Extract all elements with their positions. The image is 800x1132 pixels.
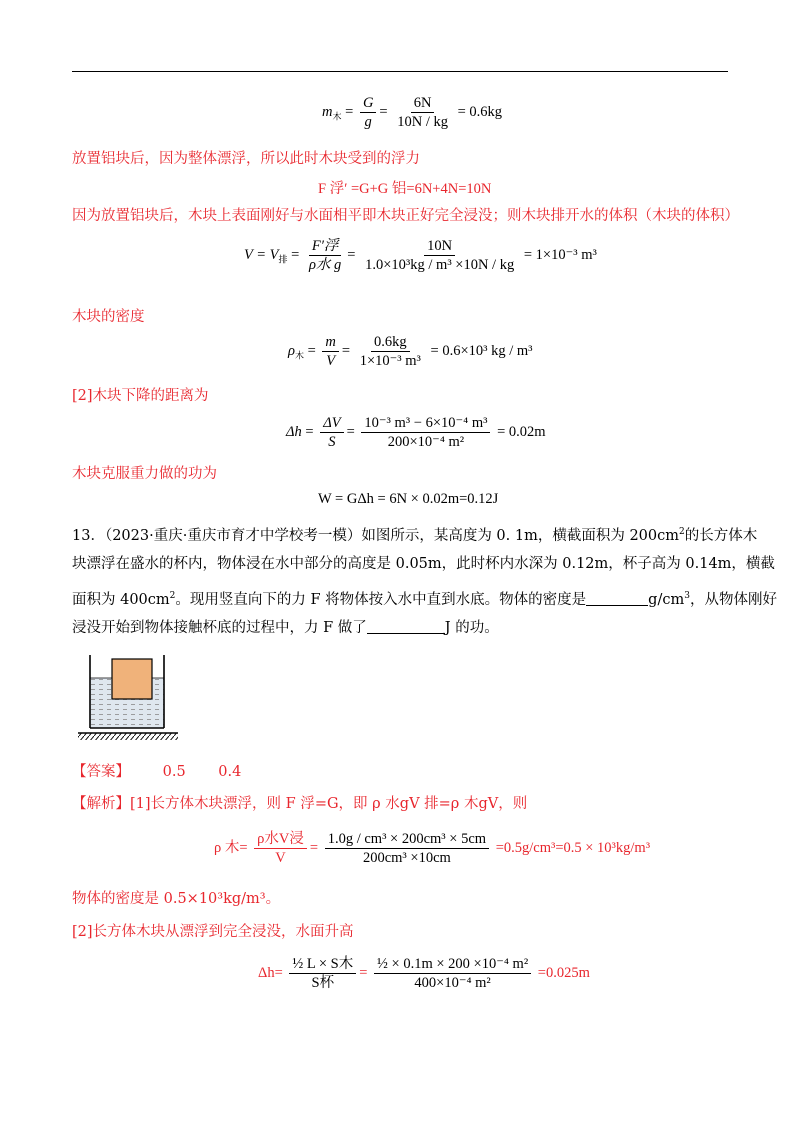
question-13-line-1: 13．（2023·重庆·重庆市育才中学校考一模）如图所示，某高度为 0. 1m，横截面积为 $200cm^2$的长方体木 — [72, 527, 758, 544]
equation-mass-wood: $m_木$ = $\frac{G}{g}$ = $\frac{6N}{10N / kg}$ = 0.6kg — [322, 95, 503, 130]
question-13-line-4: 浸没开始到物体接触杯底的过程中，力 F 做了 J 的功。 — [72, 620, 499, 636]
cup-diagram — [74, 652, 182, 742]
equation-work: W = GΔh = 6N × 0.02m=0.12J — [318, 491, 499, 507]
equation-volume: $V = V_排$ = $\frac{\text{F′浮}}{\text{ρ水 g}}$ = $\frac{10N}{\text{1.0×10³kg / m³ ×10N / kg}}$ = 1×10⁻³ m³ — [244, 238, 597, 273]
analysis-equation-density: ρ 木= $\frac{\text{ρ水V浸}}{V}$ = $\frac{\text{1.0g / cm³ × 200cm³ × 5cm}}{\text{200cm³ ×10cm}}$ =0.5g/cm³=0.5 × 10³kg/m³ — [214, 831, 651, 866]
equation-height-change: Δh = $\frac{\Delta V}{S}$ = $\frac{\text{10⁻³ m³ − 6×10⁻⁴ m³}}{\text{200×10⁻⁴ m²}}$ = 0.02m — [286, 415, 546, 450]
wooden-block — [112, 659, 152, 699]
question-13-line-2: 块漂浮在盛水的杯内，物体浸在水中部分的高度是 0.05m，此时杯内水深为 0.12m，杯子高为 0.14m，横截 — [72, 556, 775, 572]
answer-label: 【答案】 — [72, 764, 130, 780]
analysis-line-3: [2]长方体木块从漂浮到完全浸没，水面升高 — [72, 924, 354, 940]
answer-value-1: 0.5 — [162, 764, 186, 780]
text-after-aluminum: 放置铝块后，因为整体漂浮，所以此时木块受到的浮力 — [72, 151, 420, 167]
analysis-line-2: 物体的密度是 0.5×10³kg/m³。 — [72, 891, 281, 907]
text-wood-density: 木块的密度 — [72, 309, 145, 325]
text-work-against-gravity: 木块克服重力做的功为 — [72, 466, 217, 482]
equation-density: $\rho_木$ = $\frac{m}{V}$ = $\frac{0.6kg}{\text{1×10⁻³ m³}}$ = 0.6×10³ kg / m³ — [288, 334, 533, 369]
answer-value-2: 0.4 — [218, 764, 242, 780]
text-submerged-volume: 因为放置铝块后，木块上表面刚好与水面相平即木块正好完全浸没；则木块排开水的体积（木块的体积） — [72, 208, 739, 224]
answer-blank-2[interactable] — [367, 619, 445, 634]
header-rule — [72, 71, 728, 72]
answer-blank-1[interactable] — [586, 591, 648, 606]
analysis-line-1: 【解析】[1]长方体木块漂浮，则 F 浮=G，即 ρ 水gV 排=ρ 木gV，则 — [72, 796, 528, 812]
answer-line — [72, 762, 241, 782]
analysis-equation-height: Δh= $\frac{\text{½ L × S木}}{\text{S杯}}$ = $\frac{\text{½ × 0.1m × 200 ×10⁻⁴ m²}}{\text{400×10⁻⁴ m²}}$ =0.025m — [258, 956, 590, 991]
question-13-line-3: 面积为 $400cm^2$。现用竖直向下的力 F 将物体按入水中直到水底。物体的密度是 $g/cm^3$，从物体刚好 — [72, 591, 777, 608]
text-descent-distance: [2]木块下降的距离为 — [72, 388, 209, 404]
equation-buoyant-force: F 浮′ =G+G 铝=6N+4N=10N — [318, 181, 492, 197]
